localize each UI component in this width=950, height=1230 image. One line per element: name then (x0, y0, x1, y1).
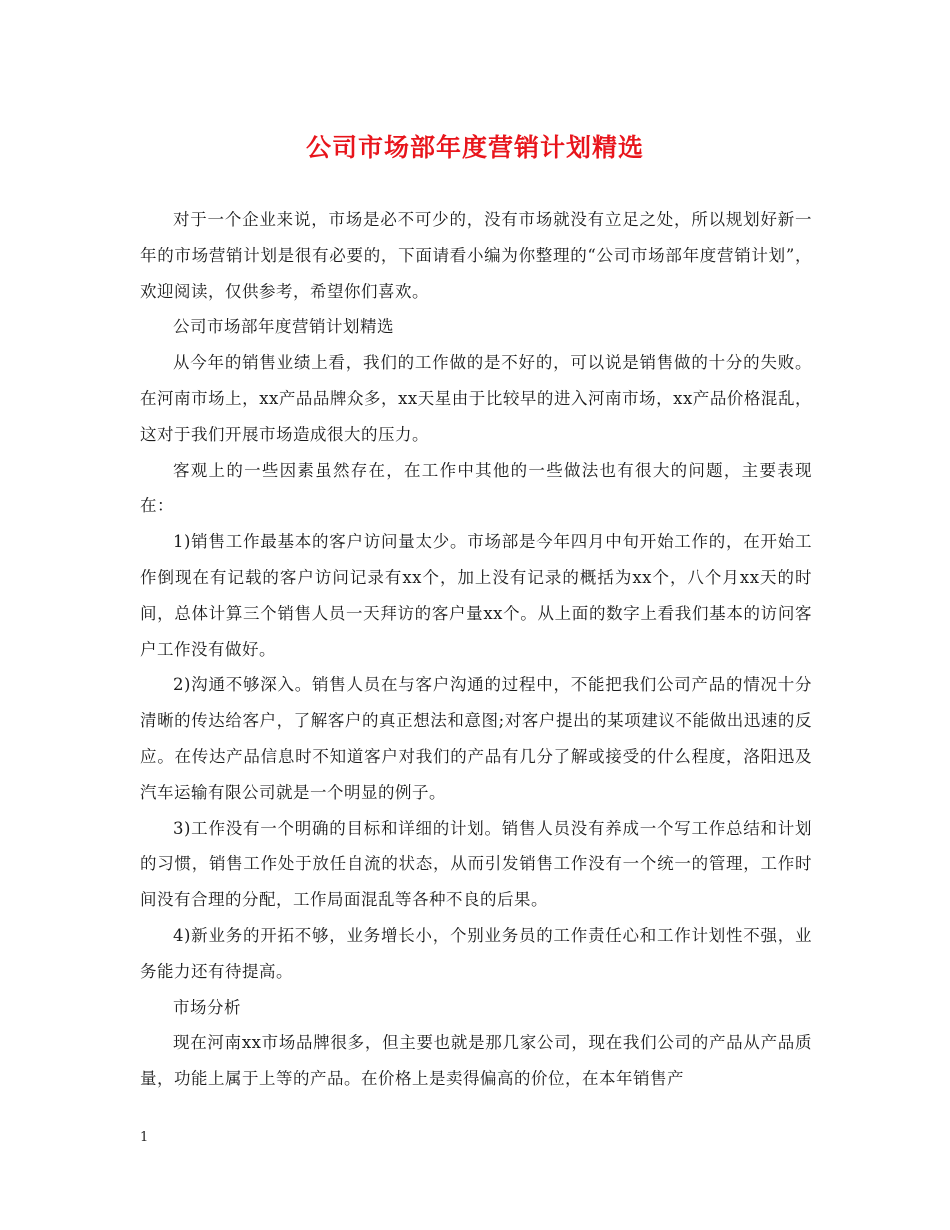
paragraph-market-analysis: 现在河南xx市场品牌很多，但主要也就是那几家公司，现在我们公司的产品从产品质量，功能上属于上等的产品。在价格上是卖得偏高的价位，在本年销售产 (140, 1033, 812, 1089)
page-number: 1 (140, 1130, 149, 1145)
paragraph-intro: 对于一个企业来说，市场是必不可少的，没有市场就没有立足之处，所以规划好新一年的市场营销计划是很有必要的，下面请看小编为你整理的“公司市场部年度营销计划”，欢迎阅读，仅供参考，希望你们喜欢。 (140, 210, 812, 301)
paragraph-problems-intro: 客观上的一些因素虽然存在，在工作中其他的一些做法也有很大的问题，主要表现在： (140, 460, 812, 516)
paragraph-sales-review: 从今年的销售业绩上看，我们的工作做的是不好的，可以说是销售做的十分的失败。在河南市场上，xx产品品牌众多，xx天星由于比较早的进入河南市场，xx产品价格混乱，这对于我们开展市场造成很大的压力。 (140, 353, 812, 444)
paragraph-market-analysis-heading: 市场分析 (173, 997, 241, 1017)
paragraph-problem-3: 3)工作没有一个明确的目标和详细的计划。销售人员没有养成一个写工作总结和计划的习惯，销售工作处于放任自流的状态，从而引发销售工作没有一个统一的管理，工作时间没有合理的分配，工作局面混乱等各种不良的后果。 (140, 818, 812, 910)
document-title: 公司市场部年度营销计划精选 (305, 133, 644, 162)
paragraph-subtitle: 公司市场部年度营销计划精选 (173, 317, 394, 337)
paragraph-problem-4: 4)新业务的开拓不够，业务增长小，个别业务员的工作责任心和工作计划性不强，业务能力还有待提高。 (140, 925, 812, 981)
document-body (140, 202, 812, 1097)
paragraph-problem-1: 1)销售工作最基本的客户访问量太少。市场部是今年四月中旬开始工作的，在开始工作倒现在有记载的客户访问记录有xx个，加上没有记录的概括为xx个，八个月xx天的时间，总体计算三个销售人员一天拜访的客户量xx个。从上面的数字上看我们基本的访问客户工作没有做好。 (140, 532, 812, 659)
paragraph-problem-2: 2)沟通不够深入。销售人员在与客户沟通的过程中，不能把我们公司产品的情况十分清晰的传达给客户，了解客户的真正想法和意图;对客户提出的某项建议不能做出迅速的反应。在传达产品信息时不知道客户对我们的产品有几分了解或接受的什么程度，洛阳迅及汽车运输有限公司就是一个明显的例子。 (140, 675, 812, 802)
